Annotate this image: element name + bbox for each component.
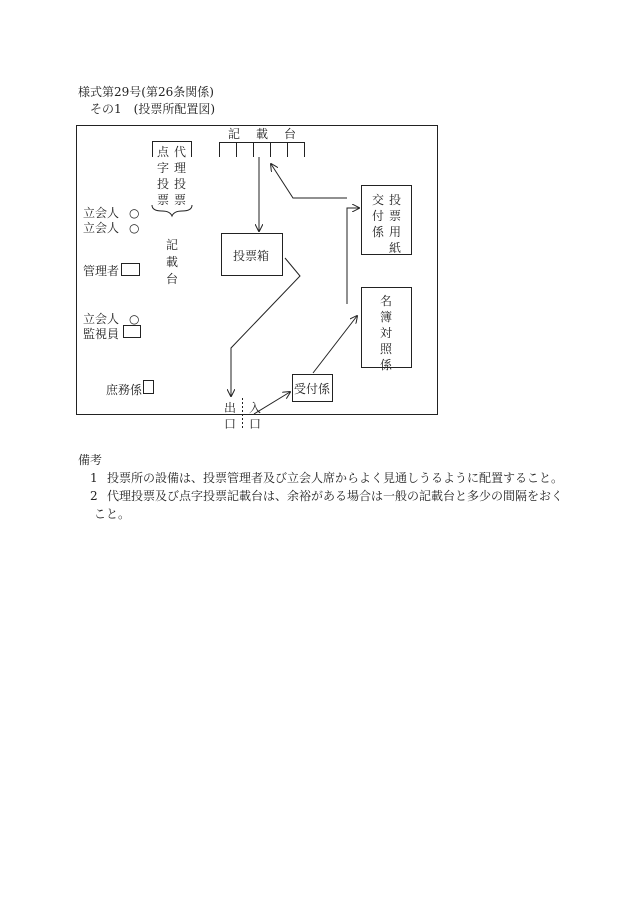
flow-arrows <box>231 157 359 414</box>
ballot-box-label: 投票箱 <box>233 249 270 263</box>
witness-seat-2: ○ <box>129 221 140 235</box>
monitor-seat <box>124 326 141 338</box>
manager-seat <box>122 264 140 276</box>
witness-label-3: 立会人 <box>83 312 120 326</box>
witness-seat-1: ○ <box>129 206 140 220</box>
remark-number: 1 <box>90 471 98 485</box>
witness-label-2: 立会人 <box>83 221 120 235</box>
form-subtitle: その1 (投票所配置図) <box>90 102 215 116</box>
remark-number: 2 <box>90 489 98 503</box>
manager-label: 管理者 <box>83 264 120 278</box>
braille-vote-label: 点字投票 <box>157 145 170 207</box>
entrance-label: 入口 <box>249 401 262 431</box>
remark-text-continued: こと。 <box>94 507 131 521</box>
witness-seat-3: ○ <box>129 312 140 326</box>
remarks-heading: 備考 <box>78 453 103 467</box>
exit-label: 出口 <box>224 401 237 431</box>
ballot-issue-col2: 投票用紙 <box>389 193 402 255</box>
clerk-label: 庶務係 <box>106 383 143 397</box>
monitor-label: 監視員 <box>83 327 120 341</box>
form-number: 様式第29号(第26条関係) <box>78 85 214 99</box>
top-desk-shape <box>219 142 305 157</box>
register-check-label: 名簿対照係 <box>380 294 393 372</box>
ballot-issue-col1: 交付係 <box>372 193 385 239</box>
witness-label-1: 立会人 <box>83 206 120 220</box>
clerk-seat <box>144 381 154 394</box>
top-desk-label: 記 載 台 <box>228 127 299 141</box>
center-desk-label: 記載台 <box>166 238 179 286</box>
proxy-vote-label: 代理投票 <box>174 145 187 207</box>
remark-text: 投票所の設備は、投票管理者及び立会人席からよく見通しうるように配置すること。 <box>107 471 564 485</box>
remark-text: 代理投票及び点字投票記載台は、余裕がある場合は一般の記載台と多少の間隔をおく <box>107 489 564 503</box>
ballot-issue-outline <box>362 186 412 255</box>
reception-label: 受付係 <box>294 382 331 396</box>
